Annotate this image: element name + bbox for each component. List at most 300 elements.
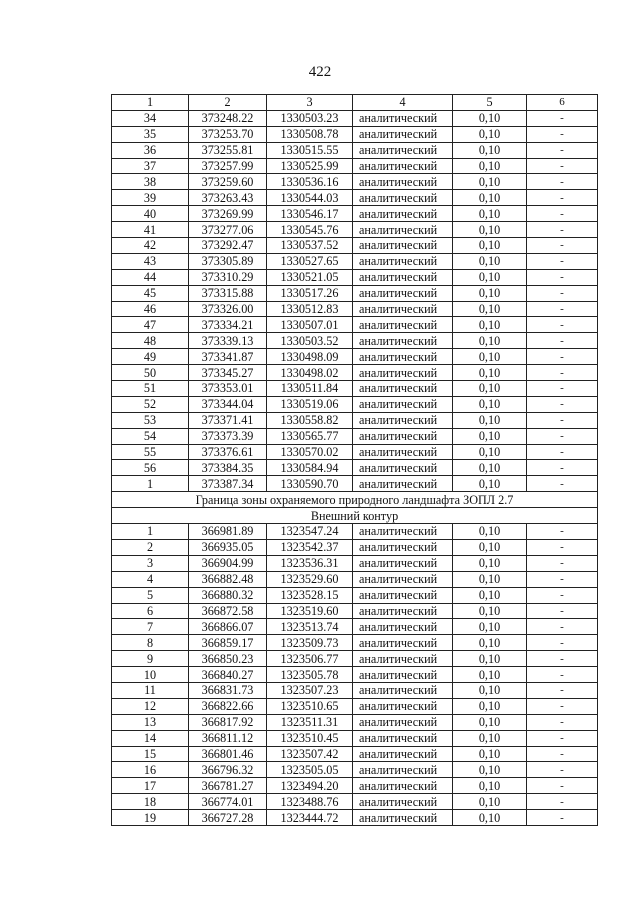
x-coordinate-cell: 373384.35 <box>189 460 267 476</box>
table-row <box>112 412 598 428</box>
table-row <box>112 603 598 619</box>
section-subtitle: Внешний контур <box>112 508 598 524</box>
y-coordinate-cell: 1323513.74 <box>267 619 353 635</box>
method-cell: аналитический <box>353 381 453 397</box>
y-coordinate-cell: 1330521.05 <box>267 269 353 285</box>
note-cell: - <box>527 301 598 317</box>
y-coordinate-cell: 1330517.26 <box>267 285 353 301</box>
accuracy-cell: 0,10 <box>453 810 527 826</box>
point-number-cell: 3 <box>112 555 189 571</box>
x-coordinate-cell: 373277.06 <box>189 222 267 238</box>
point-number-cell: 15 <box>112 746 189 762</box>
x-coordinate-cell: 373310.29 <box>189 269 267 285</box>
point-number-cell: 46 <box>112 301 189 317</box>
accuracy-cell: 0,10 <box>453 317 527 333</box>
method-cell: аналитический <box>353 698 453 714</box>
table-header-row <box>112 95 598 111</box>
point-number-cell: 39 <box>112 190 189 206</box>
method-cell: аналитический <box>353 333 453 349</box>
accuracy-cell: 0,10 <box>453 603 527 619</box>
note-cell: - <box>527 158 598 174</box>
accuracy-cell: 0,10 <box>453 682 527 698</box>
method-cell: аналитический <box>353 158 453 174</box>
y-coordinate-cell: 1323494.20 <box>267 778 353 794</box>
table-row <box>112 714 598 730</box>
accuracy-cell: 0,10 <box>453 412 527 428</box>
page-number: 422 <box>308 64 332 80</box>
method-cell: аналитический <box>353 174 453 190</box>
table-row <box>112 238 598 254</box>
y-coordinate-cell: 1330558.82 <box>267 412 353 428</box>
y-coordinate-cell: 1323510.65 <box>267 698 353 714</box>
point-number-cell: 4 <box>112 571 189 587</box>
table-row <box>112 651 598 667</box>
point-number-cell: 6 <box>112 603 189 619</box>
note-cell: - <box>527 698 598 714</box>
y-coordinate-cell: 1330527.65 <box>267 253 353 269</box>
method-cell: аналитический <box>353 810 453 826</box>
x-coordinate-cell: 366840.27 <box>189 667 267 683</box>
y-coordinate-cell: 1323505.78 <box>267 667 353 683</box>
method-cell: аналитический <box>353 285 453 301</box>
coordinates-table-body <box>112 95 598 826</box>
note-cell: - <box>527 460 598 476</box>
note-cell: - <box>527 317 598 333</box>
accuracy-cell: 0,10 <box>453 524 527 540</box>
point-number-cell: 10 <box>112 667 189 683</box>
method-cell: аналитический <box>353 476 453 492</box>
y-coordinate-cell: 1330590.70 <box>267 476 353 492</box>
accuracy-cell: 0,10 <box>453 539 527 555</box>
accuracy-cell: 0,10 <box>453 301 527 317</box>
x-coordinate-cell: 366882.48 <box>189 571 267 587</box>
table-row <box>112 269 598 285</box>
table-row <box>112 778 598 794</box>
table-row <box>112 698 598 714</box>
y-coordinate-cell: 1330515.55 <box>267 142 353 158</box>
method-cell: аналитический <box>353 524 453 540</box>
x-coordinate-cell: 373339.13 <box>189 333 267 349</box>
accuracy-cell: 0,10 <box>453 794 527 810</box>
x-coordinate-cell: 373345.27 <box>189 365 267 381</box>
x-coordinate-cell: 373373.39 <box>189 428 267 444</box>
note-cell: - <box>527 619 598 635</box>
y-coordinate-cell: 1330519.06 <box>267 396 353 412</box>
y-coordinate-cell: 1330498.09 <box>267 349 353 365</box>
method-cell: аналитический <box>353 110 453 126</box>
accuracy-cell: 0,10 <box>453 762 527 778</box>
table-row <box>112 142 598 158</box>
accuracy-cell: 0,10 <box>453 428 527 444</box>
method-cell: аналитический <box>353 555 453 571</box>
accuracy-cell: 0,10 <box>453 253 527 269</box>
method-cell: аналитический <box>353 301 453 317</box>
method-cell: аналитический <box>353 778 453 794</box>
y-coordinate-cell: 1323529.60 <box>267 571 353 587</box>
method-cell: аналитический <box>353 571 453 587</box>
section-subtitle-row <box>112 508 598 524</box>
y-coordinate-cell: 1330508.78 <box>267 126 353 142</box>
method-cell: аналитический <box>353 206 453 222</box>
y-coordinate-cell: 1323542.37 <box>267 539 353 555</box>
x-coordinate-cell: 366801.46 <box>189 746 267 762</box>
y-coordinate-cell: 1323505.05 <box>267 762 353 778</box>
accuracy-cell: 0,10 <box>453 444 527 460</box>
accuracy-cell: 0,10 <box>453 158 527 174</box>
accuracy-cell: 0,10 <box>453 571 527 587</box>
y-coordinate-cell: 1330507.01 <box>267 317 353 333</box>
accuracy-cell: 0,10 <box>453 619 527 635</box>
table-row <box>112 571 598 587</box>
x-coordinate-cell: 373344.04 <box>189 396 267 412</box>
table-row <box>112 682 598 698</box>
note-cell: - <box>527 810 598 826</box>
method-cell: аналитический <box>353 269 453 285</box>
coordinates-table <box>111 94 598 826</box>
note-cell: - <box>527 269 598 285</box>
method-cell: аналитический <box>353 412 453 428</box>
accuracy-cell: 0,10 <box>453 635 527 651</box>
table-row <box>112 333 598 349</box>
accuracy-cell: 0,10 <box>453 555 527 571</box>
table-row <box>112 396 598 412</box>
y-coordinate-cell: 1323510.45 <box>267 730 353 746</box>
table-row <box>112 381 598 397</box>
point-number-cell: 36 <box>112 142 189 158</box>
note-cell: - <box>527 412 598 428</box>
note-cell: - <box>527 349 598 365</box>
y-coordinate-cell: 1330565.77 <box>267 428 353 444</box>
point-number-cell: 41 <box>112 222 189 238</box>
point-number-cell: 16 <box>112 762 189 778</box>
accuracy-cell: 0,10 <box>453 381 527 397</box>
x-coordinate-cell: 373326.00 <box>189 301 267 317</box>
x-coordinate-cell: 366880.32 <box>189 587 267 603</box>
accuracy-cell: 0,10 <box>453 476 527 492</box>
y-coordinate-cell: 1330544.03 <box>267 190 353 206</box>
point-number-cell: 52 <box>112 396 189 412</box>
point-number-cell: 1 <box>112 476 189 492</box>
accuracy-cell: 0,10 <box>453 714 527 730</box>
x-coordinate-cell: 366904.99 <box>189 555 267 571</box>
accuracy-cell: 0,10 <box>453 174 527 190</box>
method-cell: аналитический <box>353 396 453 412</box>
method-cell: аналитический <box>353 365 453 381</box>
point-number-cell: 47 <box>112 317 189 333</box>
accuracy-cell: 0,10 <box>453 222 527 238</box>
method-cell: аналитический <box>353 444 453 460</box>
note-cell: - <box>527 253 598 269</box>
x-coordinate-cell: 373334.21 <box>189 317 267 333</box>
table-row <box>112 794 598 810</box>
x-coordinate-cell: 366817.92 <box>189 714 267 730</box>
y-coordinate-cell: 1330503.23 <box>267 110 353 126</box>
x-coordinate-cell: 373263.43 <box>189 190 267 206</box>
section-title: Граница зоны охраняемого природного ландшафта ЗОПЛ 2.7 <box>112 492 598 508</box>
method-cell: аналитический <box>353 635 453 651</box>
section-title-row <box>112 492 598 508</box>
note-cell: - <box>527 126 598 142</box>
y-coordinate-cell: 1330546.17 <box>267 206 353 222</box>
note-cell: - <box>527 190 598 206</box>
method-cell: аналитический <box>353 682 453 698</box>
table-row <box>112 126 598 142</box>
point-number-cell: 1 <box>112 524 189 540</box>
y-coordinate-cell: 1330570.02 <box>267 444 353 460</box>
table-row <box>112 110 598 126</box>
note-cell: - <box>527 222 598 238</box>
x-coordinate-cell: 366796.32 <box>189 762 267 778</box>
y-coordinate-cell: 1323509.73 <box>267 635 353 651</box>
table-row <box>112 539 598 555</box>
point-number-cell: 42 <box>112 238 189 254</box>
note-cell: - <box>527 555 598 571</box>
y-coordinate-cell: 1323506.77 <box>267 651 353 667</box>
point-number-cell: 44 <box>112 269 189 285</box>
point-number-cell: 43 <box>112 253 189 269</box>
accuracy-cell: 0,10 <box>453 651 527 667</box>
point-number-cell: 35 <box>112 126 189 142</box>
note-cell: - <box>527 381 598 397</box>
method-cell: аналитический <box>353 142 453 158</box>
point-number-cell: 8 <box>112 635 189 651</box>
table-row <box>112 460 598 476</box>
table-row <box>112 810 598 826</box>
accuracy-cell: 0,10 <box>453 460 527 476</box>
column-header: 3 <box>267 95 353 111</box>
y-coordinate-cell: 1330545.76 <box>267 222 353 238</box>
column-header: 1 <box>112 95 189 111</box>
accuracy-cell: 0,10 <box>453 110 527 126</box>
point-number-cell: 12 <box>112 698 189 714</box>
note-cell: - <box>527 476 598 492</box>
table-row <box>112 174 598 190</box>
point-number-cell: 37 <box>112 158 189 174</box>
point-number-cell: 2 <box>112 539 189 555</box>
accuracy-cell: 0,10 <box>453 587 527 603</box>
table-row <box>112 524 598 540</box>
x-coordinate-cell: 366831.73 <box>189 682 267 698</box>
table-row <box>112 746 598 762</box>
note-cell: - <box>527 206 598 222</box>
note-cell: - <box>527 603 598 619</box>
note-cell: - <box>527 730 598 746</box>
table-row <box>112 667 598 683</box>
x-coordinate-cell: 373248.22 <box>189 110 267 126</box>
note-cell: - <box>527 444 598 460</box>
x-coordinate-cell: 373257.99 <box>189 158 267 174</box>
method-cell: аналитический <box>353 349 453 365</box>
accuracy-cell: 0,10 <box>453 778 527 794</box>
x-coordinate-cell: 373353.01 <box>189 381 267 397</box>
point-number-cell: 34 <box>112 110 189 126</box>
x-coordinate-cell: 366866.07 <box>189 619 267 635</box>
note-cell: - <box>527 365 598 381</box>
table-row <box>112 158 598 174</box>
method-cell: аналитический <box>353 317 453 333</box>
point-number-cell: 9 <box>112 651 189 667</box>
method-cell: аналитический <box>353 190 453 206</box>
note-cell: - <box>527 396 598 412</box>
table-row <box>112 762 598 778</box>
column-header: 2 <box>189 95 267 111</box>
accuracy-cell: 0,10 <box>453 206 527 222</box>
x-coordinate-cell: 373292.47 <box>189 238 267 254</box>
point-number-cell: 51 <box>112 381 189 397</box>
column-header: 5 <box>453 95 527 111</box>
note-cell: - <box>527 794 598 810</box>
y-coordinate-cell: 1330537.52 <box>267 238 353 254</box>
method-cell: аналитический <box>353 238 453 254</box>
y-coordinate-cell: 1330511.84 <box>267 381 353 397</box>
table-row <box>112 349 598 365</box>
x-coordinate-cell: 373315.88 <box>189 285 267 301</box>
table-row <box>112 619 598 635</box>
y-coordinate-cell: 1330525.99 <box>267 158 353 174</box>
table-row <box>112 444 598 460</box>
x-coordinate-cell: 373376.61 <box>189 444 267 460</box>
note-cell: - <box>527 238 598 254</box>
point-number-cell: 13 <box>112 714 189 730</box>
point-number-cell: 45 <box>112 285 189 301</box>
point-number-cell: 49 <box>112 349 189 365</box>
table-row <box>112 730 598 746</box>
y-coordinate-cell: 1330536.16 <box>267 174 353 190</box>
note-cell: - <box>527 428 598 444</box>
accuracy-cell: 0,10 <box>453 396 527 412</box>
column-header: 4 <box>353 95 453 111</box>
column-header: 6 <box>527 95 598 111</box>
point-number-cell: 40 <box>112 206 189 222</box>
point-number-cell: 14 <box>112 730 189 746</box>
note-cell: - <box>527 539 598 555</box>
accuracy-cell: 0,10 <box>453 269 527 285</box>
note-cell: - <box>527 142 598 158</box>
y-coordinate-cell: 1323488.76 <box>267 794 353 810</box>
method-cell: аналитический <box>353 667 453 683</box>
point-number-cell: 56 <box>112 460 189 476</box>
x-coordinate-cell: 373253.70 <box>189 126 267 142</box>
method-cell: аналитический <box>353 126 453 142</box>
note-cell: - <box>527 635 598 651</box>
y-coordinate-cell: 1323528.15 <box>267 587 353 603</box>
y-coordinate-cell: 1323536.31 <box>267 555 353 571</box>
point-number-cell: 55 <box>112 444 189 460</box>
table-row <box>112 555 598 571</box>
note-cell: - <box>527 682 598 698</box>
y-coordinate-cell: 1323519.60 <box>267 603 353 619</box>
table-row <box>112 428 598 444</box>
note-cell: - <box>527 667 598 683</box>
accuracy-cell: 0,10 <box>453 349 527 365</box>
y-coordinate-cell: 1323507.23 <box>267 682 353 698</box>
x-coordinate-cell: 366850.23 <box>189 651 267 667</box>
note-cell: - <box>527 333 598 349</box>
method-cell: аналитический <box>353 651 453 667</box>
y-coordinate-cell: 1323444.72 <box>267 810 353 826</box>
method-cell: аналитический <box>353 587 453 603</box>
x-coordinate-cell: 373341.87 <box>189 349 267 365</box>
method-cell: аналитический <box>353 762 453 778</box>
accuracy-cell: 0,10 <box>453 126 527 142</box>
method-cell: аналитический <box>353 730 453 746</box>
note-cell: - <box>527 524 598 540</box>
note-cell: - <box>527 285 598 301</box>
note-cell: - <box>527 778 598 794</box>
note-cell: - <box>527 571 598 587</box>
y-coordinate-cell: 1323547.24 <box>267 524 353 540</box>
point-number-cell: 18 <box>112 794 189 810</box>
point-number-cell: 48 <box>112 333 189 349</box>
x-coordinate-cell: 373371.41 <box>189 412 267 428</box>
y-coordinate-cell: 1330512.83 <box>267 301 353 317</box>
method-cell: аналитический <box>353 714 453 730</box>
accuracy-cell: 0,10 <box>453 190 527 206</box>
point-number-cell: 38 <box>112 174 189 190</box>
x-coordinate-cell: 373259.60 <box>189 174 267 190</box>
table-row <box>112 587 598 603</box>
method-cell: аналитический <box>353 603 453 619</box>
table-row <box>112 190 598 206</box>
x-coordinate-cell: 366981.89 <box>189 524 267 540</box>
method-cell: аналитический <box>353 794 453 810</box>
point-number-cell: 53 <box>112 412 189 428</box>
method-cell: аналитический <box>353 619 453 635</box>
table-row <box>112 253 598 269</box>
y-coordinate-cell: 1330498.02 <box>267 365 353 381</box>
method-cell: аналитический <box>353 428 453 444</box>
point-number-cell: 11 <box>112 682 189 698</box>
x-coordinate-cell: 373269.99 <box>189 206 267 222</box>
method-cell: аналитический <box>353 253 453 269</box>
table-row <box>112 301 598 317</box>
method-cell: аналитический <box>353 460 453 476</box>
table-row <box>112 222 598 238</box>
table-row <box>112 206 598 222</box>
table-row <box>112 317 598 333</box>
point-number-cell: 5 <box>112 587 189 603</box>
x-coordinate-cell: 366872.58 <box>189 603 267 619</box>
table-row <box>112 635 598 651</box>
x-coordinate-cell: 373305.89 <box>189 253 267 269</box>
x-coordinate-cell: 366935.05 <box>189 539 267 555</box>
x-coordinate-cell: 366859.17 <box>189 635 267 651</box>
x-coordinate-cell: 373387.34 <box>189 476 267 492</box>
accuracy-cell: 0,10 <box>453 285 527 301</box>
x-coordinate-cell: 366727.28 <box>189 810 267 826</box>
point-number-cell: 17 <box>112 778 189 794</box>
y-coordinate-cell: 1323507.42 <box>267 746 353 762</box>
x-coordinate-cell: 366781.27 <box>189 778 267 794</box>
x-coordinate-cell: 366774.01 <box>189 794 267 810</box>
x-coordinate-cell: 373255.81 <box>189 142 267 158</box>
note-cell: - <box>527 762 598 778</box>
table-row <box>112 365 598 381</box>
method-cell: аналитический <box>353 539 453 555</box>
point-number-cell: 54 <box>112 428 189 444</box>
accuracy-cell: 0,10 <box>453 667 527 683</box>
note-cell: - <box>527 746 598 762</box>
y-coordinate-cell: 1330503.52 <box>267 333 353 349</box>
table-row <box>112 476 598 492</box>
accuracy-cell: 0,10 <box>453 142 527 158</box>
point-number-cell: 19 <box>112 810 189 826</box>
table-row <box>112 285 598 301</box>
note-cell: - <box>527 587 598 603</box>
y-coordinate-cell: 1323511.31 <box>267 714 353 730</box>
note-cell: - <box>527 714 598 730</box>
accuracy-cell: 0,10 <box>453 698 527 714</box>
